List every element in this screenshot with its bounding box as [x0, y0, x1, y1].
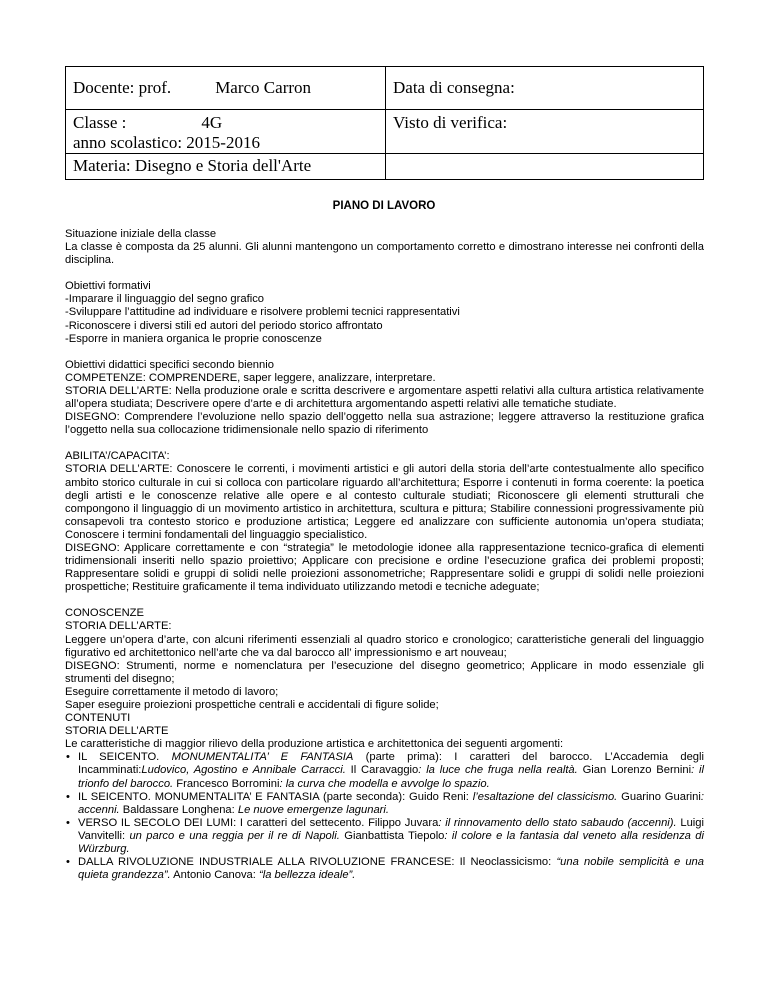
- docente-label: Docente: prof.: [73, 78, 172, 97]
- empty-cell: [386, 154, 704, 180]
- bullet-icon: •: [66, 816, 70, 829]
- bullet-icon: •: [66, 751, 70, 764]
- docente-cell: [66, 67, 386, 110]
- abilita-disegno-text: DISEGNO: Applicare correttamente e con “strategia” le metodologie idonee alla rappresentazione tecnico-grafica di elementi tridimensionali inseriti nello spazio proiettivo; Applicare con precisione e ordine l’esecuzione grafica dei problemi proposti; Rappresentare solidi e gruppi di solidi nelle proiezioni assonometriche; Rappresentare solidi e gruppi di solidi nelle proiezioni prospettiche; Restituire graficamente il tema individuato utilizzando metodi e tecniche adeguate;: [65, 541, 704, 594]
- classe-cell: [66, 110, 386, 154]
- contenuti-storia-heading: STORIA DELL’ARTE: [65, 725, 169, 738]
- contenuti-list: [65, 751, 704, 882]
- page-title: PIANO DI LAVORO: [332, 200, 436, 212]
- storia-obiettivi-text: STORIA DELL’ARTE: Nella produzione orale e scritta descrivere e argomentare aspetti relativi alla cultura artistica relativamente all’opera studiata; Descrivere opere d’arte e di architettura argomentando aspetti relativi alle tematiche studiate.: [65, 384, 704, 411]
- list-item: • IL SEICENTO. MONUMENTALITA’ E FANTASIA (parte seconda): Guido Reni: l’esaltazione del classicismo. Guarino Guarini: accenni. Baldassare Longhena: Le nuove emergenze lagunari.: [66, 790, 704, 816]
- disegno-obiettivi-text: DISEGNO: Comprendere l’evoluzione nello spazio dell’oggetto nella sua astrazione; leggere attraverso la restituzione grafica l’oggetto nella sua collocazione tridimensionale nello spazio di riferimento: [65, 411, 704, 437]
- visto-cell: Visto di verifica:: [386, 110, 704, 154]
- list-item: • DALLA RIVOLUZIONE INDUSTRIALE ALLA RIVOLUZIONE FRANCESE: Il Neoclassicismo: “una nobile semplicità e una quieta grandezza”. Antonio Canova: “la bellezza ideale”.: [66, 856, 705, 882]
- header-table: [65, 66, 704, 180]
- conoscenze-disegno-text: DISEGNO: Strumenti, norme e nomenclatura per l’esecuzione del disegno geometrico; Applicare in modo essenziale gli strumenti del disegno;: [65, 659, 704, 685]
- materia-cell: Materia: Disegno e Storia dell'Arte: [66, 154, 386, 180]
- conoscenze-storia-heading: STORIA DELL’ARTE:: [65, 620, 172, 633]
- classe-label: Classe :: [73, 113, 127, 132]
- obiettivi-didattici-heading: Obiettivi didattici specifici secondo biennio: [65, 358, 274, 371]
- conoscenze-metodo-text: Eseguire correttamente il metodo di lavoro;: [65, 685, 279, 698]
- obiettivo-item: -Sviluppare l’attitudine ad individuare e risolvere problemi tecnici rappresentativi: [65, 306, 460, 319]
- data-consegna-cell: Data di consegna:: [386, 67, 704, 110]
- list-item: • IL SEICENTO. MONUMENTALITA’ E FANTASIA (parte prima): I caratteri del barocco. L’Accademia degli Incamminati:Ludovico, Agostino e Annibale Carracci. Il Caravaggio: la luce che fruga nella realtà. Gian Lorenzo Bernini: il trionfo del barocco. Francesco Borromini: la curva che modella e avvolge lo spazio.: [66, 751, 705, 790]
- conoscenze-heading: CONOSCENZE: [65, 607, 144, 620]
- classe-value: 4G: [201, 113, 223, 132]
- abilita-heading: ABILITA’/CAPACITA’:: [65, 450, 170, 463]
- conoscenze-proiezioni-text: Saper eseguire proiezioni prospettiche centrali e accidentali di figure solide;: [65, 699, 439, 711]
- situazione-heading: Situazione iniziale della classe: [65, 228, 217, 240]
- conoscenze-storia-text: Leggere un’opera d’arte, con alcuni riferimenti essenziali al quadro storico e cronologico; caratteristiche generali del linguaggio figurativo ed architettonico nell’arte che va dal barocco all’ impressionismo e art nouveau;: [65, 633, 704, 659]
- obiettivi-formativi-heading: Obiettivi formativi: [65, 280, 151, 293]
- bullet-icon: •: [66, 856, 70, 869]
- obiettivo-item: -Esporre in maniera organica le proprie conoscenze: [65, 332, 322, 345]
- bullet-icon: •: [66, 790, 70, 803]
- obiettivo-item: -Riconoscere i diversi stili ed autori del periodo storico affrontato: [65, 319, 383, 332]
- abilita-storia-text: STORIA DELL’ARTE: Conoscere le correnti, i movimenti artistici e gli autori della storia dell’arte contestualmente allo specifico ambito storico culturale in cui si colloca con particolare riguardo all’architettura; Esporre i contenuti in forma coerente: la poetica degli artisti e le conoscenze relative alle opere e al contesto culturale studiati; Riconoscere gli elementi strutturali che compongono il linguaggio di un movimento artistico in architettura, scultura e pittura; Stabilire connessioni progressivamente più consapevoli tra contesto storico e produzione artistica; Leggere ed analizzare con sufficiente autonomia un’opera studiata; Conoscere i termini fondamentali del linguaggio specialistico.: [65, 463, 704, 541]
- docente-name: Marco Carron: [215, 78, 312, 97]
- contenuti-intro: Le caratteristiche di maggior rilievo della produzione artistica e architettonica dei seguenti argomenti:: [65, 738, 564, 751]
- obiettivo-item: -Imparare il linguaggio del segno grafico: [65, 293, 265, 306]
- anno-scolastico: anno scolastico: 2015-2016: [73, 133, 260, 152]
- document-body: [65, 228, 704, 882]
- list-item: • VERSO IL SECOLO DEI LUMI: I caratteri del settecento. Filippo Juvara: il rinnovamento dello stato sabaudo (accenni). Luigi Vanvitelli: un parco e una reggia per il re di Napoli. Gianbattista Tiepolo: il colore e la fantasia dal veneto alla residenza di Würzburg.: [66, 816, 705, 856]
- competenze-text: COMPETENZE: COMPRENDERE, saper leggere, analizzare, interpretare.: [65, 371, 436, 384]
- situazione-text: La classe è composta da 25 alunni. Gli alunni mantengono un comportamento corretto e dimostrano interesse nei confronti della disciplina.: [65, 241, 704, 267]
- contenuti-heading: CONTENUTI: [65, 712, 131, 725]
